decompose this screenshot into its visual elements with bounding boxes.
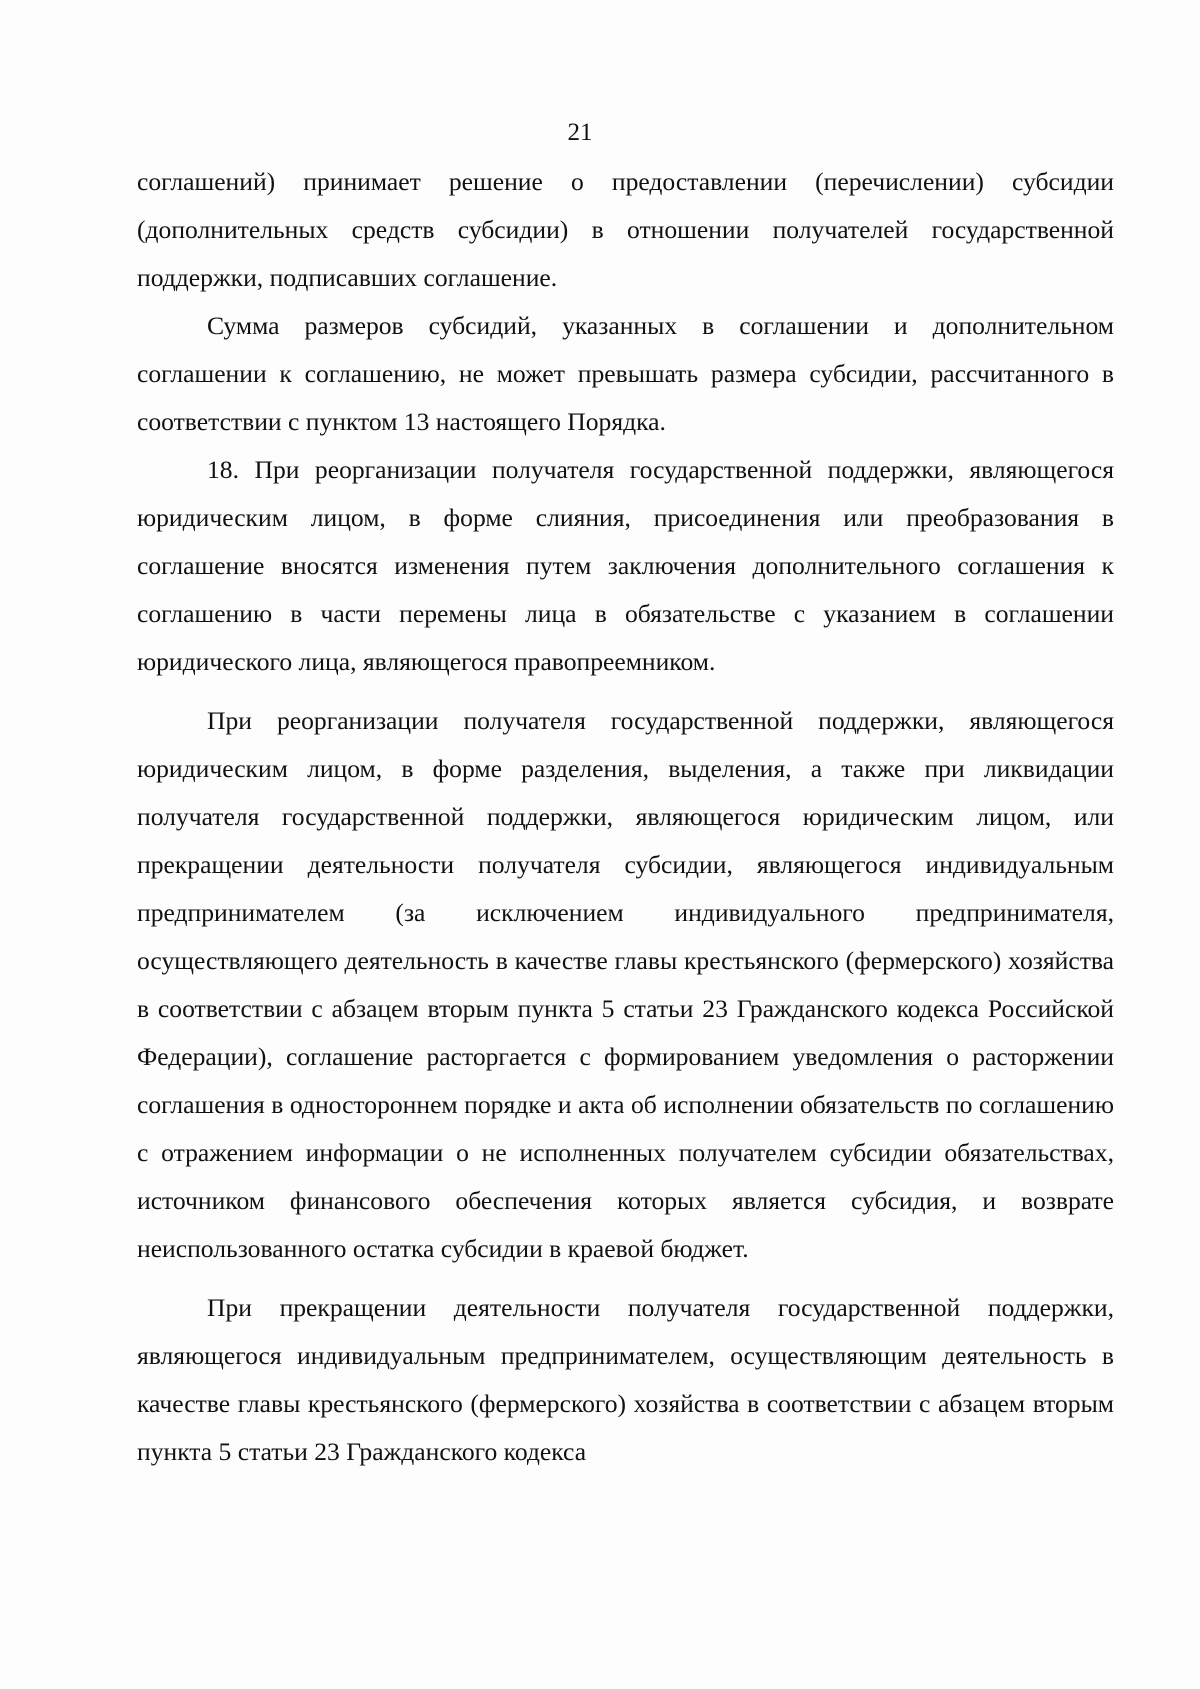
paragraph-termination-farm-head: При прекращении деятельности получателя государственной поддержки, являющегося индивидуальным предпринимателем, осуществляющим деятельность в качестве главы крестьянского (фермерского) хозяйства в соответствии с абзацем вторым пункта 5 статьи 23 Гражданского кодекса xyxy=(137,1293,1114,1466)
paragraph-reorganization-division: При реорганизации получателя государственной поддержки, являющегося юридическим лицом, в форме разделения, выделения, а также при ликвидации получателя государственной поддержки, являющегося юридическим лицом, или прекращении деятельности получателя субсидии, являющегося индивидуальным предпринимателем (за исключением индивидуального предпринимателя, осуществляющего деятельность в качестве главы крестьянского (фермерского) хозяйства в соответствии с абзацем вторым пункта 5 статьи 23 Гражданского кодекса Российской Федерации), соглашение расторгается с формированием уведомления о расторжении соглашения в одностороннем порядке и акта об исполнении обязательств по соглашению с отражением информации о не исполненных получателем субсидии обязательствах, источником финансового обеспечения которых является субсидия, и возврате неиспользованного остатка субсидии в краевой бюджет. xyxy=(137,706,1114,1263)
document-body xyxy=(137,158,1114,1476)
paragraph-clause-18: 18. При реорганизации получателя государственной поддержки, являющегося юридическим лицом, в форме слияния, присоединения или преобразования в соглашение вносятся изменения путем заключения дополнительного соглашения к соглашению в части перемены лица в обязательстве с указанием в соглашении юридического лица, являющегося правопреемником. xyxy=(137,455,1114,676)
paragraph-subsidy-sum: Сумма размеров субсидий, указанных в соглашении и дополнительном соглашении к соглашению, не может превышать размера субсидии, рассчитанного в соответствии с пунктом 13 настоящего Порядка. xyxy=(137,311,1114,436)
page-number: 21 xyxy=(567,119,593,146)
paragraph-continuation: соглашений) принимает решение о предоставлении (перечислении) субсидии (дополнительных средств субсидии) в отношении получателей государственной поддержки, подписавших соглашение. xyxy=(137,167,1114,292)
